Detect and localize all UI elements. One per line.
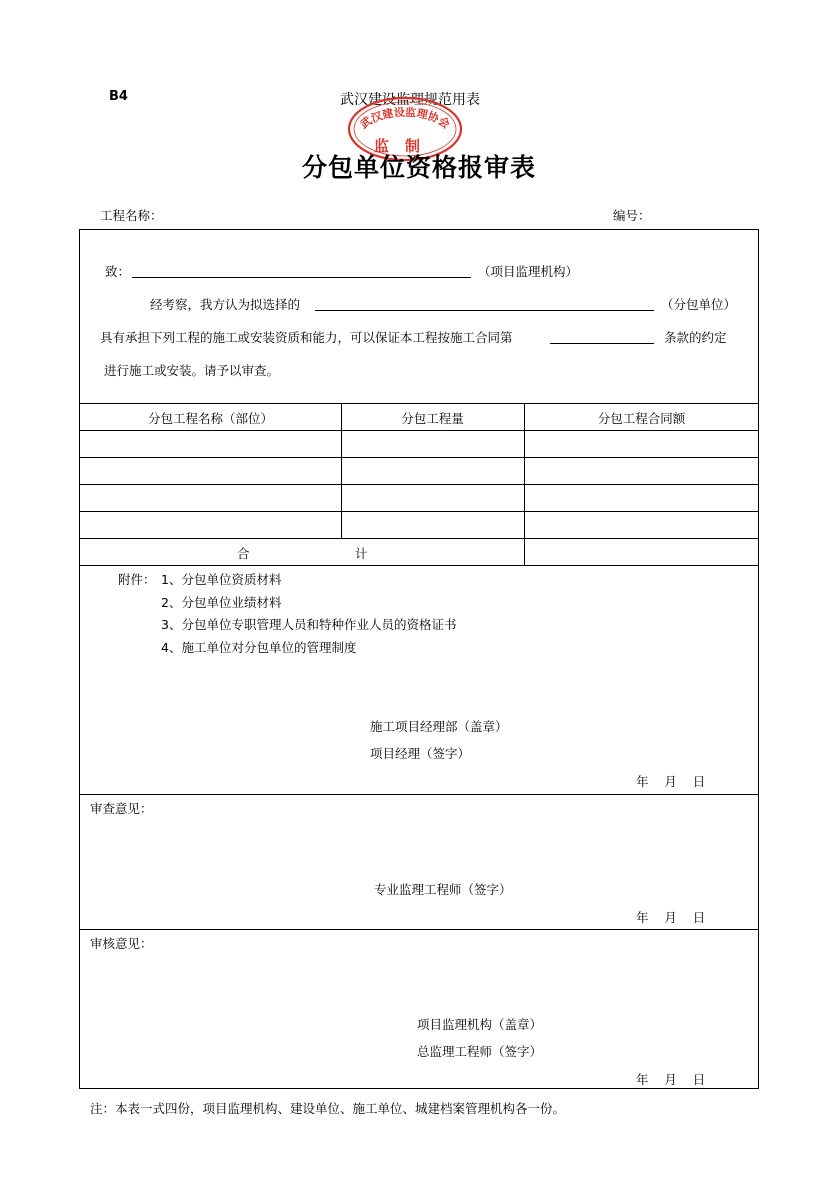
subcontractor-field[interactable] — [315, 310, 654, 311]
table-cell[interactable] — [341, 457, 524, 484]
table-cell[interactable] — [80, 430, 341, 457]
table-cell[interactable] — [524, 457, 759, 484]
page-title: 分包单位资格报审表 — [301, 153, 536, 182]
review-label: 审查意见： — [90, 801, 153, 816]
header-note: 武汉建设监理规范用表 — [340, 92, 480, 108]
table-cell[interactable] — [524, 511, 759, 538]
approval-date: 年 月 日 — [636, 1072, 706, 1087]
seal-top-text: 武汉建设监理协会 — [357, 105, 453, 132]
project-manager-sign: 项目经理（签字） — [370, 746, 471, 761]
attachment-item: 1、分包单位资质材料 — [161, 572, 282, 587]
column-header: 分包工程量 — [401, 411, 464, 426]
total-label: 计 — [355, 546, 368, 561]
clause-field[interactable] — [550, 343, 654, 344]
form-frame — [79, 229, 759, 1089]
seal-bottom-text: 监制 — [373, 137, 437, 155]
attachment-item: 4、施工单位对分包单位的管理制度 — [161, 640, 357, 655]
table-cell[interactable] — [341, 484, 524, 511]
table-top-border — [80, 403, 759, 404]
attachment-item: 3、分包单位专职管理人员和特种作业人员的资格证书 — [161, 617, 457, 632]
table-cell[interactable] — [80, 457, 341, 484]
table-cell[interactable] — [524, 484, 759, 511]
review-signer: 专业监理工程师（签字） — [374, 882, 512, 897]
contractor-dept-seal: 施工项目经理部（盖章） — [370, 719, 508, 734]
approval-org-seal: 项目监理机构（盖章） — [417, 1017, 543, 1032]
to-suffix: （项目监理机构） — [478, 264, 579, 279]
footer-note: 注：本表一式四份，项目监理机构、建设单位、施工单位、城建档案管理机构各一份。 — [90, 1101, 566, 1116]
table-cell[interactable] — [80, 484, 341, 511]
form-code: B4 — [109, 89, 128, 104]
number-label: 编号： — [613, 208, 651, 223]
attachments-label: 附件： — [118, 572, 156, 587]
table-cell[interactable] — [341, 430, 524, 457]
table-cell[interactable] — [80, 511, 341, 538]
line4: 进行施工或安装。请予以审查。 — [104, 363, 280, 378]
column-header: 分包工程名称（部位） — [147, 411, 273, 426]
line2-suffix: （分包单位） — [661, 297, 737, 312]
project-name-label: 工程名称： — [100, 208, 163, 223]
column-header: 分包工程合同额 — [597, 411, 686, 426]
total-label: 合 — [237, 546, 250, 561]
total-value-cell[interactable] — [524, 538, 759, 565]
table-cell[interactable] — [341, 511, 524, 538]
table-cell[interactable] — [524, 430, 759, 457]
review-date: 年 月 日 — [636, 910, 706, 925]
line2-prefix: 经考察，我方认为拟选择的 — [150, 297, 301, 312]
chief-engineer-sign: 总监理工程师（签字） — [417, 1044, 543, 1059]
line3-suffix: 条款的约定 — [664, 330, 727, 345]
approval-label: 审核意见： — [90, 936, 153, 951]
attachment-item: 2、分包单位业绩材料 — [161, 595, 282, 610]
contractor-date: 年 月 日 — [636, 774, 706, 789]
to-label: 致： — [105, 264, 131, 279]
line3-prefix: 具有承担下列工程的施工或安装资质和能力，可以保证本工程按施工合同第 — [100, 330, 513, 345]
to-field[interactable] — [132, 277, 471, 278]
